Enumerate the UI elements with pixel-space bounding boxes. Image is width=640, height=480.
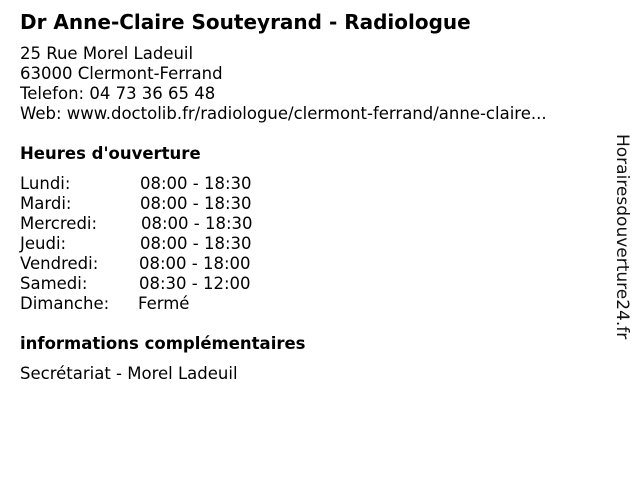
day-label: Samedi: xyxy=(20,274,88,293)
day-label: Mercredi: xyxy=(20,214,98,233)
hours-row-thursday xyxy=(20,234,320,254)
day-label: Dimanche: xyxy=(20,294,110,313)
day-label: Mardi: xyxy=(20,194,72,213)
opening-hours-heading: Heures d'ouverture xyxy=(20,144,201,163)
website-link[interactable]: Web: www.doctolib.fr/radiologue/clermont-ferrand/anne-claire... xyxy=(20,104,547,123)
hours-row-sunday xyxy=(20,294,320,314)
phone-number: Telefon: 04 73 36 65 48 xyxy=(20,84,216,103)
contact-block xyxy=(20,44,547,124)
day-label: Jeudi: xyxy=(20,234,67,253)
hours-row-saturday xyxy=(20,274,320,294)
day-label: Vendredi: xyxy=(20,254,99,273)
time-value: 08:00 - 18:00 xyxy=(139,254,251,273)
day-label: Lundi: xyxy=(20,174,71,193)
page-title: Dr Anne-Claire Souteyrand - Radiologue xyxy=(20,10,471,34)
hours-row-tuesday xyxy=(20,194,320,214)
opening-hours-table xyxy=(20,174,320,314)
time-value: 08:00 - 18:30 xyxy=(140,174,252,193)
time-value: 08:30 - 12:00 xyxy=(139,274,251,293)
additional-info-heading: informations complémentaires xyxy=(20,334,306,353)
city-address: 63000 Clermont-Ferrand xyxy=(20,64,223,83)
site-watermark: Horairesdouverture24.fr xyxy=(612,134,632,340)
hours-row-wednesday xyxy=(20,214,320,234)
time-value: Fermé xyxy=(138,294,190,313)
time-value: 08:00 - 18:30 xyxy=(141,214,253,233)
time-value: 08:00 - 18:30 xyxy=(140,234,252,253)
time-value: 08:00 - 18:30 xyxy=(140,194,252,213)
street-address: 25 Rue Morel Ladeuil xyxy=(20,44,194,63)
hours-row-friday xyxy=(20,254,320,274)
hours-row-monday xyxy=(20,174,320,194)
additional-info-text: Secrétariat - Morel Ladeuil xyxy=(20,364,238,383)
